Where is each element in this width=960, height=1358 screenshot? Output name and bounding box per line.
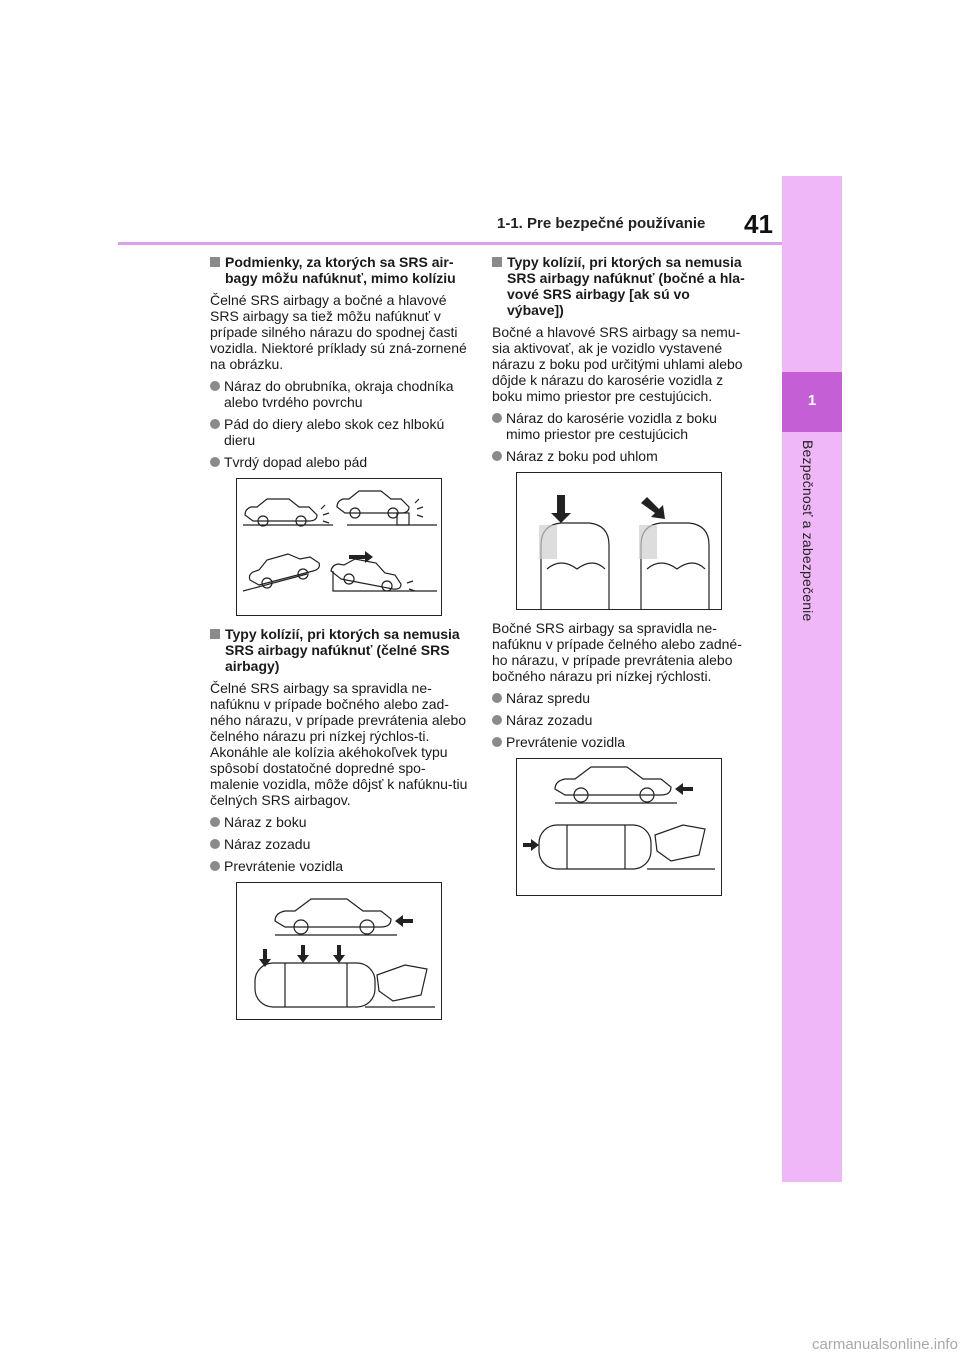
section-heading: Podmienky, za ktorých sa SRS air-bagy môžu nafúknuť, mimo kolíziu: [210, 254, 468, 286]
list-item: Náraz zozadu: [210, 836, 468, 852]
section-heading: Typy kolízií, pri ktorých sa nemusia SRS airbagy nafúknuť (čelné SRS airbagy): [210, 626, 468, 674]
round-bullet-icon: [210, 381, 220, 391]
list-item: Náraz z boku pod uhlom: [492, 448, 750, 464]
rollover-cars-svg: [237, 883, 441, 1019]
paragraph: Bočné SRS airbagy sa spravidla ne-nafúknu v prípade čelného alebo zadné-ho nárazu, v prípade prevrátenia alebo bočného nárazu pri nízkej rýchlosti.: [492, 620, 742, 684]
list-item: Tvrdý dopad alebo pád: [210, 454, 468, 470]
chapter-label: Bezpečnosť a zabezpečenie: [800, 440, 816, 622]
round-bullet-icon: [210, 419, 220, 429]
crash-cars-svg: [237, 479, 441, 615]
list-item: Náraz spredu: [492, 690, 750, 706]
round-bullet-icon: [210, 839, 220, 849]
list-item: Prevrátenie vozidla: [492, 734, 750, 750]
section-title: 1-1. Pre bezpečné používanie: [497, 215, 706, 232]
list-item: Náraz do karosérie vozidla z boku mimo priestor pre cestujúcich: [492, 410, 750, 442]
round-bullet-icon: [492, 413, 502, 423]
undercarriage-impact-illustration: [236, 478, 442, 616]
round-bullet-icon: [210, 457, 220, 467]
paragraph: Čelné SRS airbagy a bočné a hlavové SRS airbagy sa tiež môžu nafúknuť v prípade silného nárazu do spodnej časti vozidla. Niektoré príklady sú zná-zornené na obrázku.: [210, 292, 467, 372]
round-bullet-icon: [492, 693, 502, 703]
square-bullet-icon: [210, 257, 220, 267]
list-item: Náraz do obrubníka, okraja chodníka alebo tvrdého povrchu: [210, 378, 468, 410]
list-item: Náraz z boku: [210, 814, 468, 830]
list-item: Prevrátenie vozidla: [210, 858, 468, 874]
list-item: Pád do diery alebo skok cez hlbokú dieru: [210, 416, 468, 448]
square-bullet-icon: [492, 257, 502, 267]
left-column: [210, 254, 468, 1030]
chapter-number: 1: [807, 392, 817, 409]
round-bullet-icon: [210, 861, 220, 871]
round-bullet-icon: [492, 737, 502, 747]
square-bullet-icon: [210, 629, 220, 639]
side-rear-rollover-illustration: [236, 882, 442, 1020]
round-bullet-icon: [210, 817, 220, 827]
paragraph: Bočné a hlavové SRS airbagy sa nemu-sia aktivovať, ak je vozidlo vystavené nárazu z boku pod určitými uhlami alebo dôjde k nárazu do karosérie vozidla z boku mimo priestor pre cestujúcich.: [492, 324, 743, 404]
front-rear-rollover-illustration: [516, 758, 722, 896]
front-rear-rollover-svg: [517, 759, 721, 895]
section-heading: Typy kolízií, pri ktorých sa nemusia SRS airbagy nafúknuť (bočné a hla-vové SRS airbagy [ak sú vo výbave]): [492, 254, 750, 318]
round-bullet-icon: [492, 715, 502, 725]
side-impact-angle-illustration: [516, 472, 722, 610]
list-item: Náraz zozadu: [492, 712, 750, 728]
right-column: [492, 254, 750, 906]
paragraph: Čelné SRS airbagy sa spravidla ne-nafúknu v prípade bočného alebo zad-ného nárazu, v prípade prevrátenia alebo čelného nárazu pri nízkej rýchlos-ti. Akonáhle ale kolízia akéhokoľvek typu spôsobí dostatočné dopredné spo-malenie vozidla, môže dôjsť k nafúknu-tiu čelných SRS airbagov.: [210, 680, 468, 808]
page-number: 41: [744, 209, 773, 239]
round-bullet-icon: [492, 451, 502, 461]
header-rule: [118, 242, 782, 245]
chapter-side-tab: [782, 176, 842, 1182]
watermark: carmanualsonline.info: [812, 1336, 958, 1353]
side-impact-svg: [517, 473, 721, 609]
